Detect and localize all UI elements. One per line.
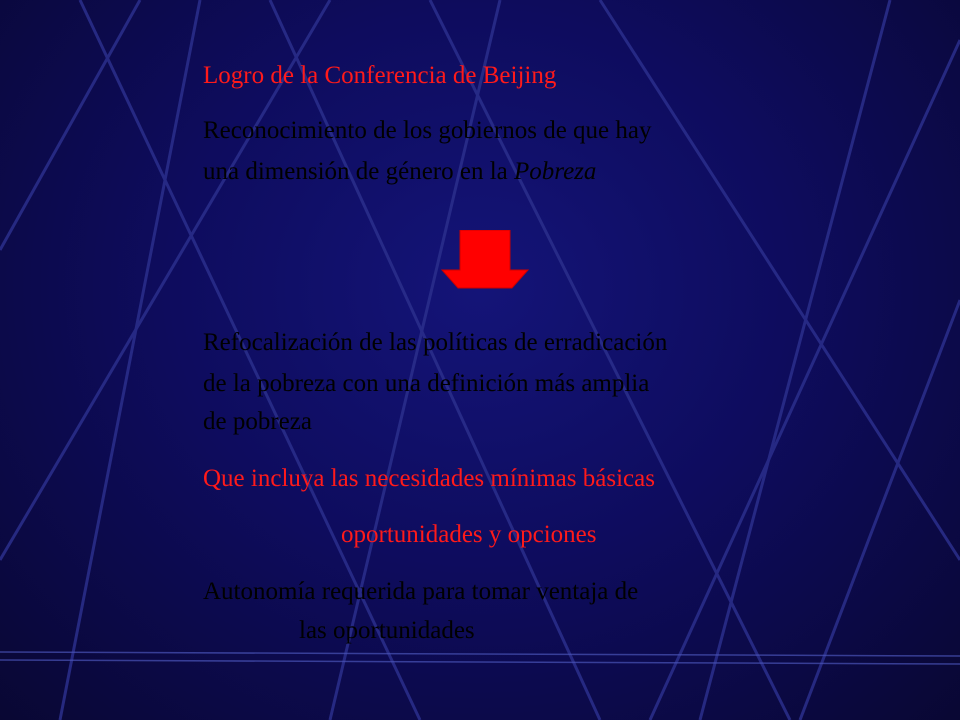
autonomy-line-1: Autonomía requerida para tomar ventaja de (203, 578, 639, 605)
down-arrow-icon (440, 230, 530, 292)
recognition-line-2-text: una dimensión de género en la (203, 158, 515, 185)
refocus-line-2: de la pobreza con una definición más amplia (203, 370, 650, 397)
needs-line: Que incluya las necesidades mínimas básicas (203, 465, 655, 492)
refocus-line-3: de pobreza (203, 408, 312, 435)
refocus-line-1: Refocalización de las políticas de erradicación (203, 329, 668, 356)
slide-title: Logro de la Conferencia de Beijing (203, 62, 557, 89)
recognition-emphasis: Pobreza (514, 158, 597, 185)
recognition-line-1: Reconocimiento de los gobiernos de que hay (203, 117, 652, 144)
recognition-line-2 (203, 156, 596, 188)
autonomy-line-2: las oportunidades (299, 617, 475, 644)
opportunities-line: oportunidades y opciones (341, 521, 597, 548)
